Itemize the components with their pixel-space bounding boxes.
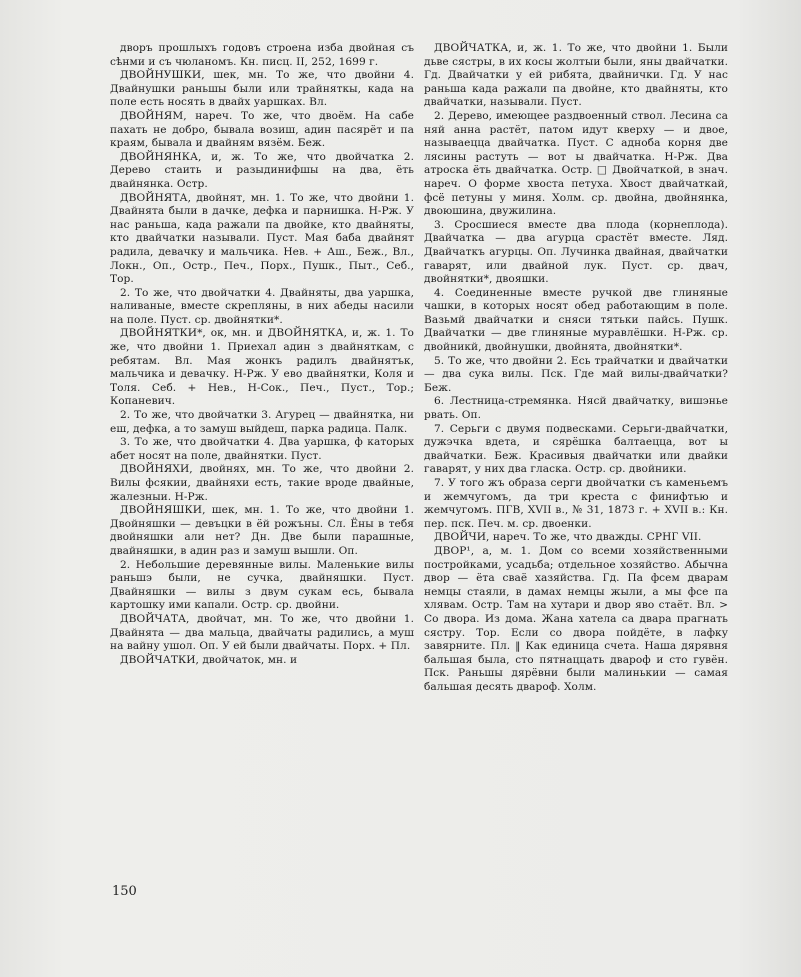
entry-paragraph: 5. То же, что двойни 2. Есь трайчатки и двайчатки — два сука вилы. Пск. Где май вилы-двайчатки? Беж. xyxy=(424,354,728,394)
entry-paragraph: ДВОЙЧАТКИ, двойчаток, мн. и xyxy=(120,653,298,666)
entry-paragraph: 6. Лестница-стремянка. Нясй двайчатку, вишэнье рвать. Оп. xyxy=(424,395,728,422)
entry-paragraph: ДВОЙНЯХИ, двойнях, мн. То же, что двойни 2. Вилы фсякии, двайняхи есть, такие вроде двайные, жалезныи. Н-Рж. xyxy=(110,463,414,503)
entry-paragraph: ДВОЙНЯМ, нареч. То же, что двоём. На сабе пахать не добро, бывала возиш, адин пасярёт и па краям, бывала и двайням вязём. Беж. xyxy=(110,109,414,150)
entry-paragraph: 4. Соединенные вместе ручкой две глиняные чашки, в которых носят обед работающим в поле. Вазьмй двайчатки и сняси тятьки пайсь. Пушк. Двайчатки — две глиняные муравлёшки. Н-Рж. ср. двойникй, двойнушки, двойнята, двойнятки*. xyxy=(424,286,728,354)
entry-paragraph: 2. Небольшие деревянные вилы. Маленькие вилы раньшэ были, не сучка, двайняшки. Пуст. Двайняшки — вилы з двум сукам есь, бывала картошку ими капали. Остр. ср. двойни. xyxy=(110,558,414,612)
entry-paragraph: ДВОЙЧАТА, двойчат, мн. То же, что двойни 1. Двайнята — два мальца, двайчаты радились, а муш на вайну ушол. Оп. У ей были двайчаты. Порх. + Пл. xyxy=(110,612,414,653)
entry-paragraph: ДВОР¹, а, м. 1. Дом со всеми хозяйственными постройками, усадьба; отдельное хозяйство. Абычна двор — ёта сваё хазяйства. Гд. Па фсем дварам немцы стаяли, в дамах немцы жыли, а мы фсе па хлявам. Остр. Там на хутари и двор яво стаёт. Вл. > Со двора. Из дома. Жана хатела са двара прагнать сястру. Тор. Если со двора пойдёте, в лафку завярните. Пл. ‖ Как единица счета. Наша дярявня бальшая была, сто пятнаццать двароф и сто гувён. Пск. Раньшы дярёвни были малинькии — самая бальшая десять двароф. Холм. xyxy=(424,544,728,693)
right-column xyxy=(424,42,728,695)
entry-paragraph: 7. У того жъ образа серги двойчатки съ каменьемъ и жемчугомъ, да три креста с финифтью и жемчугомъ. ПГВ, XVII в., № 31, 1873 г. + XVII в.: Кн. пер. пск. Печ. м. ср. двоенки. xyxy=(424,477,728,530)
entry-paragraph: ДВОЙНЯТА, двойнят, мн. 1. То же, что двойни 1. Двайнята были в дачке, дефка и парнишка. Н-Рж. У нас раньша, када ражали па двойке, кто двайняты, кто двайчатки называли. Пуст. Мая баба двайнят радила, девачку и мальчика. Нев. + Аш., Беж., Вл., Локн., Оп., Остр., Печ., Порх., Пушк., Пыт., Себ., Тор. xyxy=(110,191,414,286)
entry-paragraph: ДВОЙНЯТКИ*, ок, мн. и ДВОЙНЯТКА, и, ж. 1. То же, что двойни 1. Приехал адин з двайняткам, с ребятам. Вл. Мая жонкъ радилъ двайнятък, мальчика и девачку. Н-Рж. У ево двайнятки, Коля и Толя. Себ. + Нев., Н-Сок., Печ., Пуст., Тор.; Копаневич. xyxy=(110,327,414,408)
entry-paragraph: ДВОЙНУШКИ, шек, мн. То же, что двойни 4. Двайнушки раньшы были или трайняткы, када на поле есть носять в двайх уаршках. Вл. xyxy=(110,69,414,109)
entry-paragraph: 2. То же, что двойчатки 4. Двайняты, два уаршка, наливаные, вместе скрепляны, в них абеды насили на поле. Пуст. ср. двойнятки*. xyxy=(110,286,414,326)
entry-paragraph: ДВОЙЧИ, нареч. То же, что дважды. СРНГ VII. xyxy=(434,531,702,544)
left-column xyxy=(110,42,414,667)
entry-paragraph: 2. То же, что двойчатки 3. Агурец — двайнятка, ни еш, дефка, а то замуш выйдеш, парка радица. Палк. xyxy=(110,409,414,435)
entry-paragraph: ДВОЙНЯШКИ, шек, мн. 1. То же, что двойни 1. Двойняшки — девъцки в ёй рожъны. Сл. Ёны в тебя двойняшки али нет? Дн. Две были парашные, двайняшки, в адин раз и замуш вышли. Оп. xyxy=(110,504,414,557)
entry-paragraph: 3. Сросшиеся вместе два плода (корнеплода). Двайчатка — два агурца срастёт вместе. Ляд. Двайчаткъ агурцы. Оп. Лучинка двайная, двайчатки гаварят, или двайной лук. Пуст. ср. двач, двойнятки*, двояшки. xyxy=(424,218,728,286)
entry-paragraph: дворъ прошлыхъ годовъ строена изба двойная съ сѣнми и съ чюланомъ. Кн. писц. II, 252, 1699 г. xyxy=(110,42,414,68)
entry-paragraph: ДВОЙЧАТКА, и, ж. 1. То же, что двойни 1. Были дьве сястры, в их косы жолтыи были, яны двайчатки. Гд. Двайчатки у ей рибята, двайнички. Гд. У нас раньша када ражали па двойне, кто двайняты, кто двайчатки, называли. Пуст. xyxy=(424,42,728,109)
entry-paragraph: 2. Дерево, имеющее раздвоенный ствол. Лесина са няй анна растёт, патом идут кверху — и двое, называецца двайчатка. Пуст. С адноба корня две лясины растуть — вот ы двайчатка. Н-Рж. Два атроска ёть двайчатка. Остр. □ Двойчаткой, в знач. нареч. О форме хвоста петуха. Хвост двайчаткай, фсё петуны у миня. Холм. ср. двойна, двойнянка, двоюшина, двужилина. xyxy=(424,109,728,218)
entry-paragraph: 7. Серьги с двумя подвесками. Серьги-двайчатки, дужэчка вдета, и сярёшка балтаецца, вот ы двайчатки. Беж. Красивыя двайчатки или двайки гаварят, у них два гласка. Остр. ср. двойники. xyxy=(424,422,728,476)
entry-paragraph: 3. То же, что двойчатки 4. Два уаршка, ф каторых абет носят на поле, двайнятки. Пуст. xyxy=(110,436,414,462)
entry-paragraph: ДВОЙНЯНКА, и, ж. То же, что двойчатка 2. Дерево стаить и разыдинифшы на два, ёть двайнянка. Остр. xyxy=(110,150,414,190)
page-number: 150 xyxy=(112,884,137,899)
